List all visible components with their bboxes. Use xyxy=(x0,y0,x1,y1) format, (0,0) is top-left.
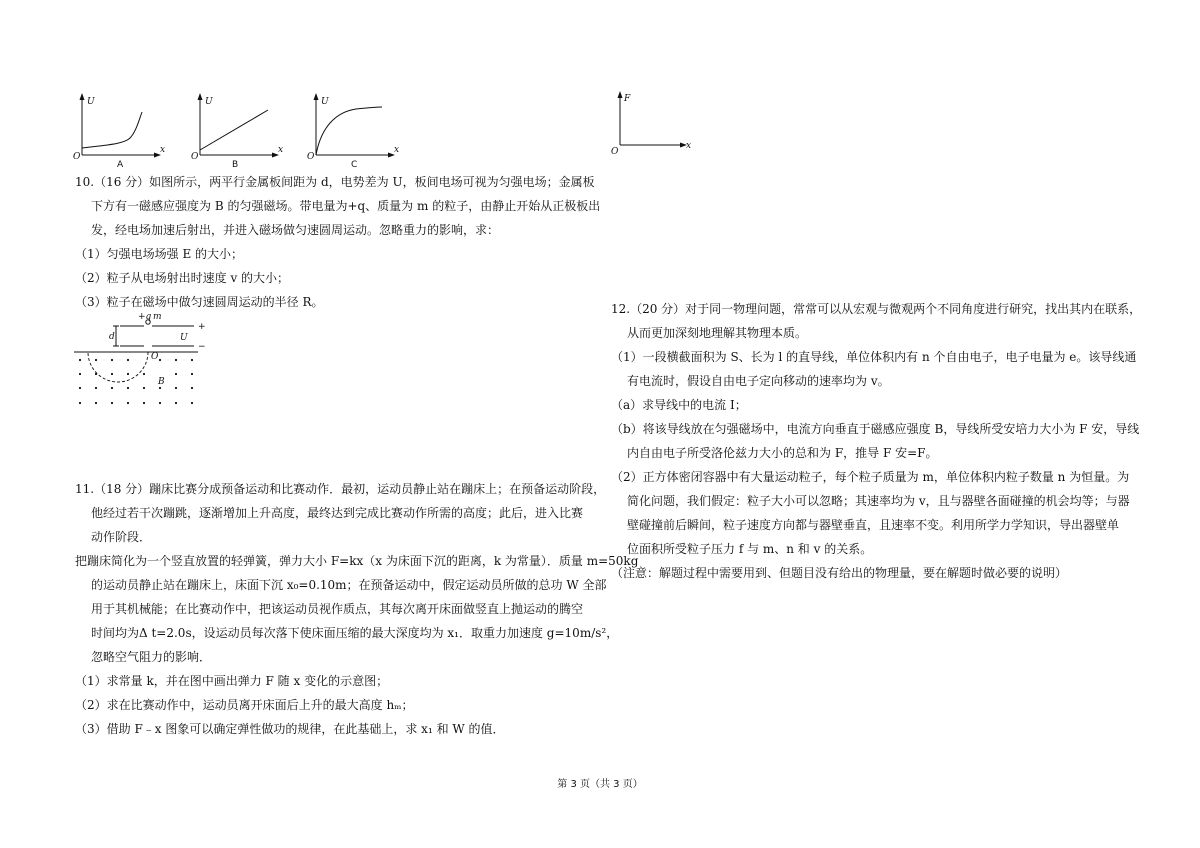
page-footer: 第 3 页（共 3 页） xyxy=(557,779,643,790)
q12-line-6: （b）将该导线放在匀强磁场中，电流方向垂直于磁感应强度 B，导线所受安培力大小为 F 安，导线 xyxy=(611,422,1140,436)
q10-line-4: （1）匀强电场场强 E 的大小； xyxy=(75,247,244,261)
f-x-graph-x-label: x xyxy=(686,141,692,151)
q12-line-1: 12.（20 分）对于同一物理问题，常常可以从宏观与微观两个不同角度进行研究，找出其内在联系， xyxy=(611,302,1142,316)
graph-c-origin: O xyxy=(307,152,315,162)
graph-b xyxy=(190,92,290,172)
graph-a-origin: O xyxy=(73,152,81,162)
graph-b-y-label: U xyxy=(205,97,213,107)
q10-line-1: 10.（16 分）如图所示，两平行金属板间距为 d，电势差为 U，板间电场可视为匀强电场；金属板 xyxy=(75,175,595,189)
q11-line-10: （2）求在比赛动作中，运动员离开床面后上升的最大高度 hₘ； xyxy=(75,698,414,712)
q10-fig-field: B xyxy=(158,377,165,387)
q10-fig-gap: d xyxy=(109,332,115,342)
q11-line-11: （3）借助 F﹣x 图象可以确定弹性做功的规律，在此基础上，求 x₁ 和 W 的值． xyxy=(75,722,505,736)
q11-line-9: （1）求常量 k，并在图中画出弹力 F 随 x 变化的示意图； xyxy=(75,674,389,688)
f-x-graph-origin: O xyxy=(611,147,619,157)
f-x-graph-y-label: F xyxy=(624,94,631,104)
graph-c-y-label: U xyxy=(321,97,329,107)
q11-line-5: 的运动员静止站在蹦床上，床面下沉 x₀=0.10m；在预备运动中，假定运动员所做的总功 W 全部 xyxy=(91,578,607,592)
graph-c-x-label: x xyxy=(394,145,400,155)
q12-line-7: 内自由电子所受洛伦兹力大小的总和为 F，推导 F 安=F。 xyxy=(627,446,938,460)
graph-a xyxy=(72,92,172,172)
q10-fig-origin: O xyxy=(151,352,159,362)
q10-fig-charge: +q xyxy=(138,312,152,322)
q10-line-6: （3）粒子在磁场中做匀速圆周运动的半径 R。 xyxy=(75,295,324,309)
q11-line-7: 时间均为Δ t=2.0s，设运动员每次落下使床面压缩的最大深度均为 x₁．取重力加速度 g=10m/s²， xyxy=(91,626,619,640)
graph-c xyxy=(306,92,406,172)
q10-line-3: 发，经电场加速后射出，并进入磁场做匀速圆周运动。忽略重力的影响，求： xyxy=(91,223,500,237)
q10-fig-plus: + xyxy=(198,322,206,332)
graph-b-origin: O xyxy=(191,152,199,162)
q12-line-10: 壁碰撞前后瞬间，粒子速度方向都与器壁垂直，且速率不变。利用所学力学知识，导出器壁单 xyxy=(627,518,1120,532)
q11-line-2: 他经过若干次蹦跳，逐渐增加上升高度，最终达到完成比赛动作所需的高度；此后，进入比赛 xyxy=(91,506,584,520)
graph-a-x-label: x xyxy=(160,145,166,155)
q10-fig-voltage: U xyxy=(180,333,188,343)
graph-b-x-label: x xyxy=(278,145,284,155)
f-x-graph xyxy=(608,88,698,158)
q10-fig-minus: − xyxy=(198,342,206,352)
q11-line-6: 用于其机械能；在比赛动作中，把该运动员视作质点，其每次离开床面做竖直上抛运动的腾空 xyxy=(91,602,584,616)
q11-line-3: 动作阶段． xyxy=(91,530,152,544)
q10-figure xyxy=(72,312,212,412)
q11-line-8: 忽略空气阻力的影响． xyxy=(91,650,212,664)
q12-line-11: 位面积所受粒子压力 f 与 m、n 和 v 的关系。 xyxy=(627,542,873,556)
graph-b-line xyxy=(200,110,268,150)
graph-c-curve xyxy=(316,107,382,155)
q12-line-5: （a）求导线中的电流 I； xyxy=(611,398,747,412)
q11-line-4: 把蹦床简化为一个竖直放置的轻弹簧，弹力大小 F=kx（x 为床面下沉的距离，k 为常量）．质量 m=50kg xyxy=(75,554,639,568)
q12-line-8: （2）正方体密闭容器中有大量运动粒子，每个粒子质量为 m，单位体积内粒子数量 n 为恒量。为 xyxy=(611,470,1130,484)
q12-line-3: （1）一段横截面积为 S、长为 l 的直导线，单位体积内有 n 个自由电子，电子电量为 e。该导线通 xyxy=(611,350,1137,364)
q12-line-2: 从而更加深刻地理解其物理本质。 xyxy=(627,326,808,340)
graph-a-caption: A xyxy=(117,160,124,170)
graph-a-curve xyxy=(82,112,142,148)
graph-c-caption: C xyxy=(351,160,358,170)
q12-line-9: 简化问题，我们假定：粒子大小可以忽略；其速率均为 v，且与器壁各面碰撞的机会均等；与器 xyxy=(627,494,1130,508)
q12-line-4: 有电流时，假设自由电子定向移动的速率均为 v。 xyxy=(627,374,890,388)
q10-fig-mass: m xyxy=(153,312,162,322)
q10-line-5: （2）粒子从电场射出时速度 v 的大小； xyxy=(75,271,290,285)
q11-line-1: 11.（18 分）蹦床比赛分成预备运动和比赛动作．最初，运动员静止站在蹦床上；在预备运动阶段， xyxy=(75,482,606,496)
graph-a-y-label: U xyxy=(87,97,95,107)
q10-line-2: 下方有一磁感应强度为 B 的匀强磁场。带电量为+q、质量为 m 的粒子，由静止开始从正极板出 xyxy=(91,199,601,213)
q12-line-12: （注意：解题过程中需要用到、但题目没有给出的物理量，要在解题时做必要的说明） xyxy=(611,566,1068,580)
graph-b-caption: B xyxy=(232,160,239,170)
